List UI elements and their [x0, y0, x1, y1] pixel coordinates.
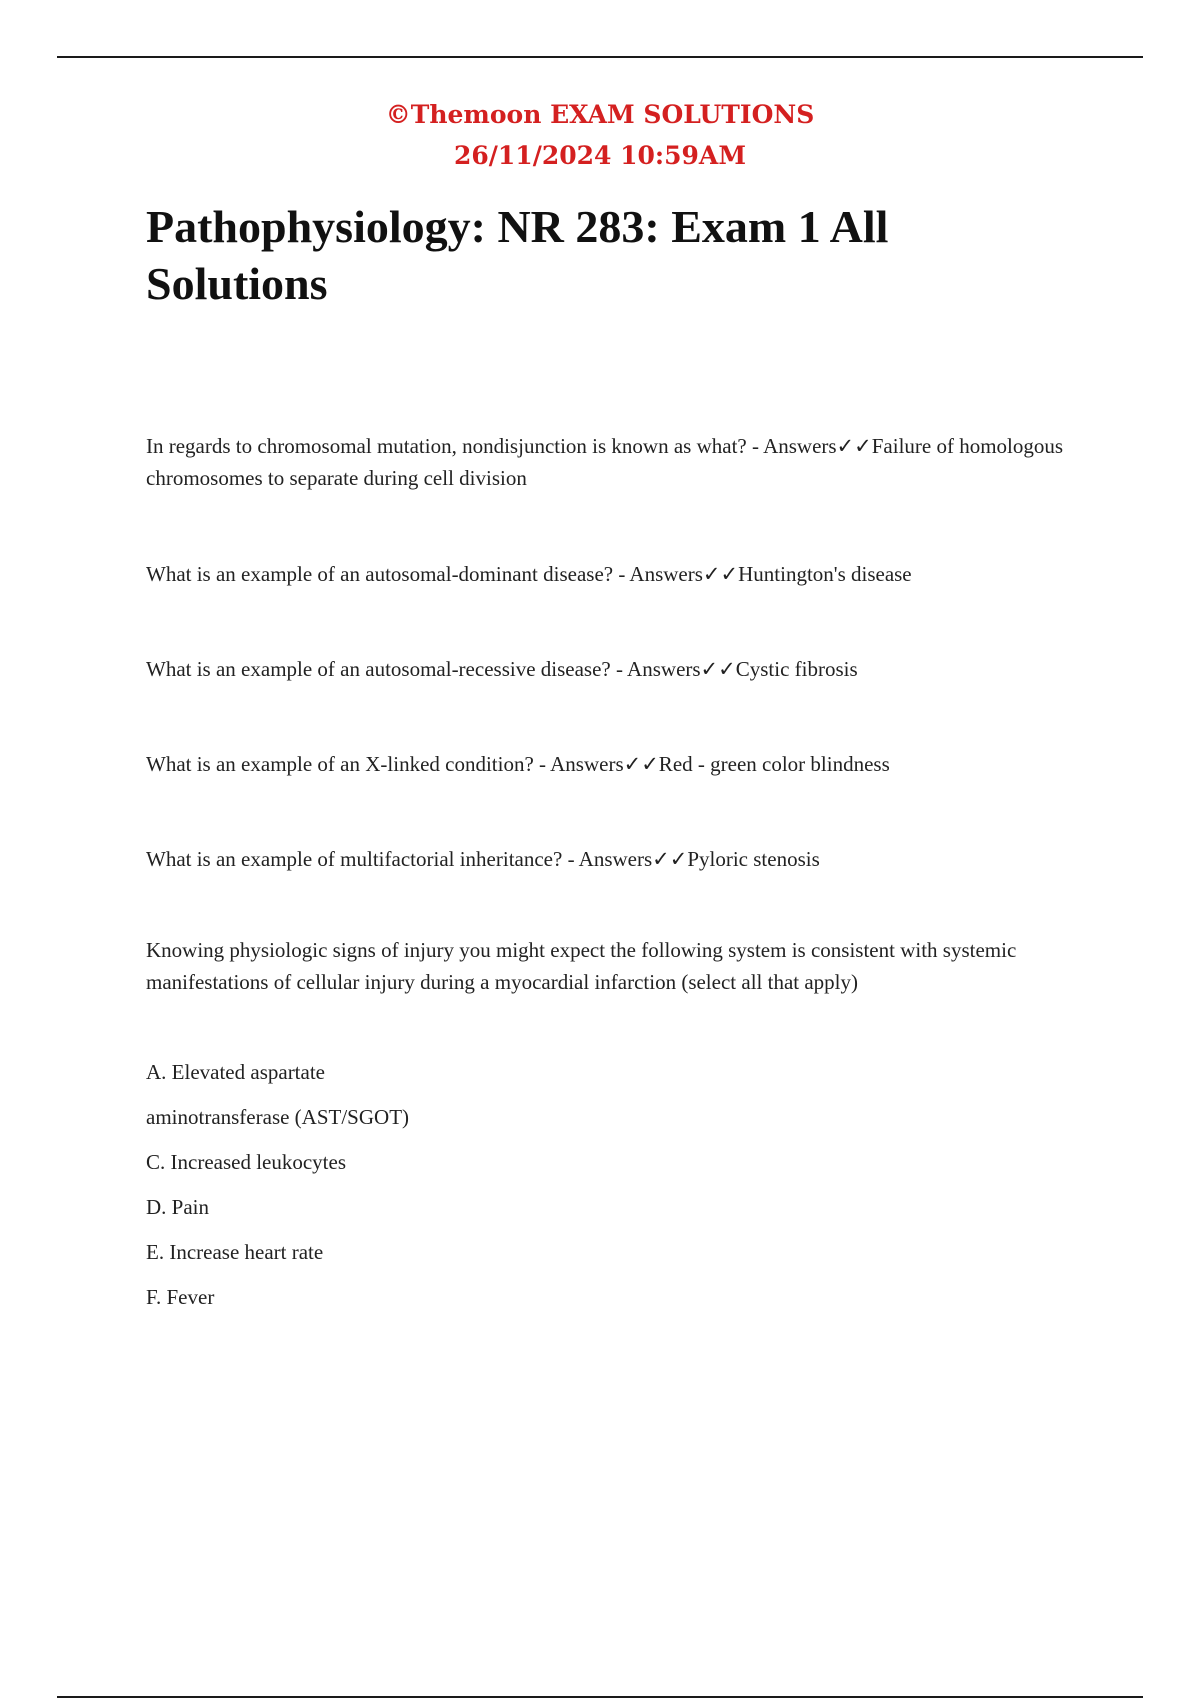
question-6: Knowing physiologic signs of injury you might expect the following system is consistent with systemic manifestations of cellular injury during a myocardial infarction (select all that apply) [146, 938, 1017, 994]
document-title: Pathophysiology: NR 283: Exam 1 All Solutions [146, 201, 889, 309]
option-item: D. Pain [146, 1195, 209, 1219]
option-item: F. Fever [146, 1285, 215, 1309]
question-answer-2: What is an example of an autosomal-dominant disease? - Answers✓✓Huntington's disease [146, 562, 912, 586]
answer-options-list [146, 1056, 409, 1326]
question-answer-3: What is an example of an autosomal-recessive disease? - Answers✓✓Cystic fibrosis [146, 657, 858, 681]
top-rule [57, 56, 1143, 58]
question-answer-1: In regards to chromosomal mutation, nondisjunction is known as what? - Answers✓✓Failure of homologous chromosomes to separate during cell division [146, 434, 1064, 490]
question-answer-5: What is an example of multifactorial inheritance? - Answers✓✓Pyloric stenosis [146, 847, 820, 871]
watermark-line-1: ©Themoon EXAM SOLUTIONS [385, 100, 815, 129]
option-item: aminotransferase (AST/SGOT) [146, 1105, 410, 1129]
option-item: E. Increase heart rate [146, 1240, 324, 1264]
option-item: A. Elevated aspartate [146, 1060, 325, 1084]
question-answer-4: What is an example of an X-linked condition? - Answers✓✓Red - green color blindness [146, 752, 890, 776]
bottom-rule [57, 1696, 1143, 1698]
watermark [0, 94, 1200, 176]
watermark-line-2: 26/11/2024 10:59AM [453, 141, 746, 170]
option-item: C. Increased leukocytes [146, 1150, 347, 1174]
